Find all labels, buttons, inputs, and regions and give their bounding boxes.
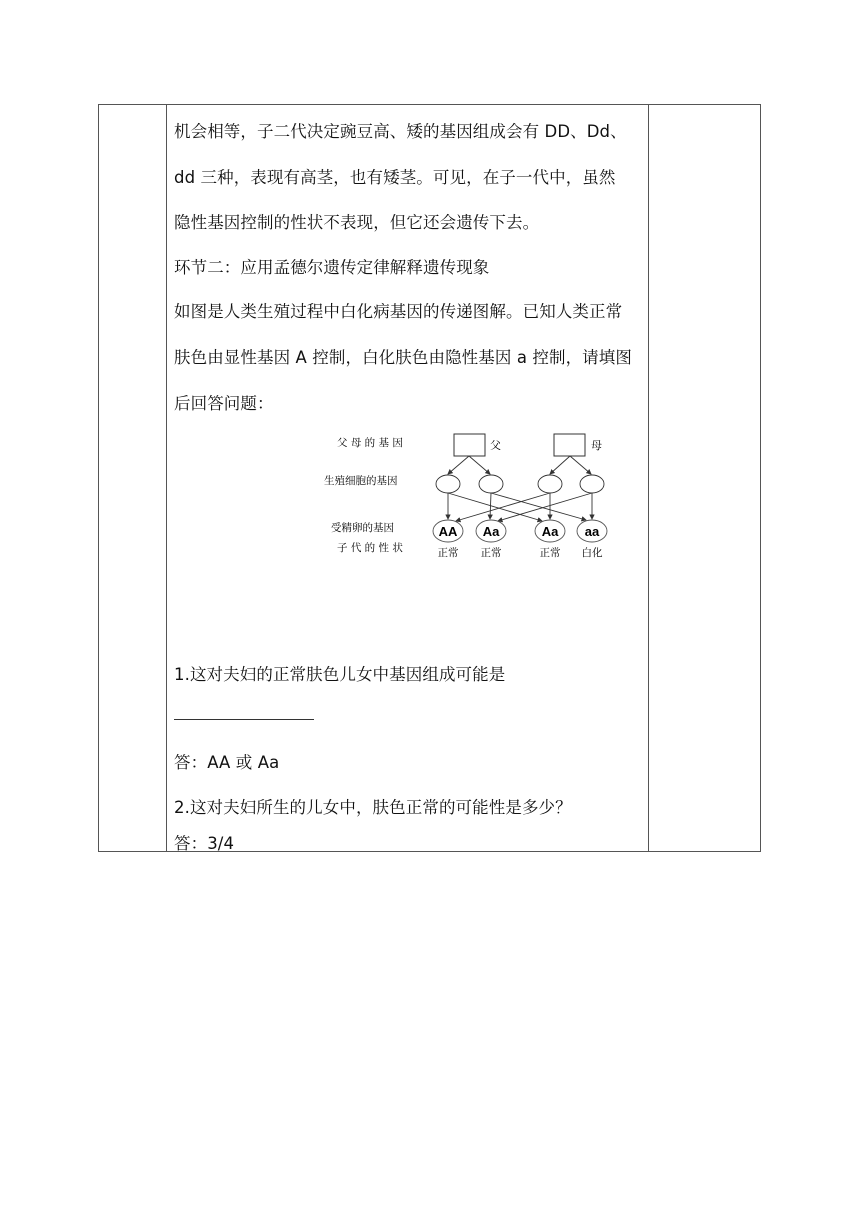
zygote-label: aa (584, 524, 600, 539)
gamete-circle (538, 475, 562, 493)
row-label-gamete-genes: 生殖细胞的基因 (324, 475, 398, 487)
table-column-divider-right (648, 105, 649, 851)
paragraph-line-3: 隐性基因控制的性状不表现，但它还会遗传下去。 (174, 213, 540, 232)
answer-2: 答：3/4 (174, 834, 235, 853)
gamete-circle (436, 475, 460, 493)
section-title: 环节二：应用孟德尔遗传定律解释遗传现象 (174, 258, 490, 277)
intro-line-1: 如图是人类生殖过程中白化病基因的传递图解。已知人类正常 (174, 302, 623, 321)
father-label: 父 (490, 439, 501, 452)
row-label-offspring-traits: 子 代 的 性 状 (337, 542, 403, 554)
table-column-divider-left (166, 105, 167, 851)
intro-line-2: 肤色由显性基因 A 控制，白化肤色由隐性基因 a 控制，请填图 (174, 348, 632, 367)
trait-label: 正常 (539, 547, 561, 559)
father-gene-box (454, 434, 485, 456)
answer-blank-line (174, 719, 314, 720)
gamete-circle (479, 475, 503, 493)
zygote-label: AA (438, 524, 458, 539)
row-label-parent-genes: 父 母 的 基 因 (337, 437, 403, 449)
trait-label: 正常 (480, 547, 502, 559)
trait-label: 正常 (437, 547, 459, 559)
answer-1: 答：AA 或 Aa (174, 753, 280, 772)
paragraph-line-1: 机会相等，子二代决定豌豆高、矮的基因组成会有 DD、Dd、 (174, 122, 627, 141)
trait-label: 白化 (581, 547, 603, 559)
albinism-inheritance-diagram (324, 429, 624, 564)
mother-label: 母 (591, 439, 602, 452)
intro-line-3: 后回答问题： (174, 394, 274, 413)
zygote-label: Aa (541, 524, 559, 539)
zygote-label: Aa (482, 524, 500, 539)
paragraph-line-2: dd 三种，表现有高茎，也有矮茎。可见，在子一代中，虽然 (174, 168, 616, 187)
question-1: 1.这对夫妇的正常肤色儿女中基因组成可能是 (174, 665, 506, 684)
question-2: 2.这对夫妇所生的儿女中，肤色正常的可能性是多少？ (174, 798, 572, 817)
gamete-circle (580, 475, 604, 493)
row-label-zygote-genes: 受精卵的基因 (331, 522, 394, 534)
mother-gene-box (554, 434, 585, 456)
